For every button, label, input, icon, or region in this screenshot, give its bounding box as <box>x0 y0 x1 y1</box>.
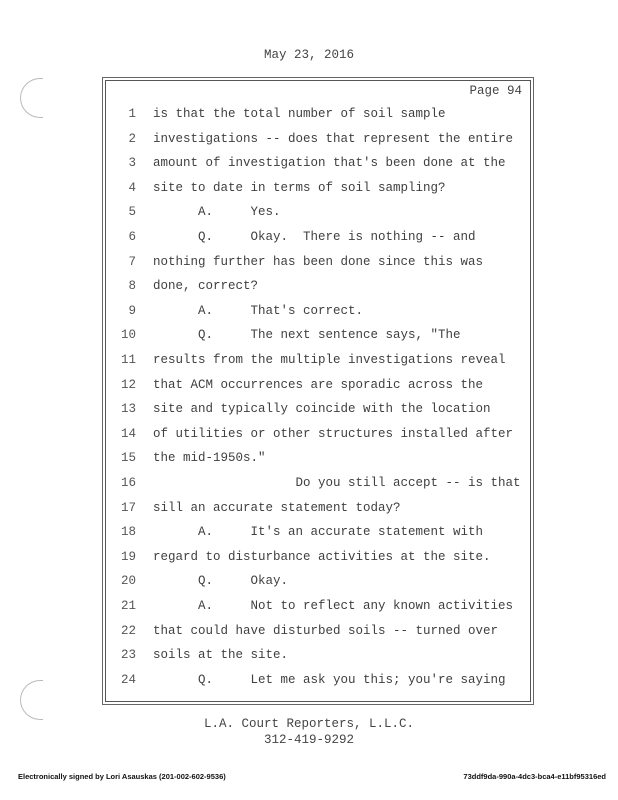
line-number: 21 <box>120 599 136 613</box>
line-text: of utilities or other structures installed after <box>153 426 514 441</box>
line-text: A. Yes. <box>153 205 281 220</box>
line-number: 13 <box>120 402 136 417</box>
hole-punch-mark <box>20 680 43 720</box>
line-text: soils at the site. <box>153 648 289 663</box>
transcript-line <box>106 279 530 304</box>
line-text: Q. Let me ask you this; you're saying <box>153 672 506 687</box>
transcript-date: May 23, 2016 <box>263 48 354 62</box>
line-number: 22 <box>120 623 136 638</box>
transcript-line <box>106 550 530 575</box>
line-text: Q. Okay. <box>153 574 289 589</box>
line-number: 7 <box>128 254 136 269</box>
line-text: site and typically coincide with the location <box>153 402 491 417</box>
line-number: 4 <box>128 180 136 195</box>
line-number: 9 <box>128 303 136 318</box>
line-text: Do you still accept -- is that <box>153 476 521 490</box>
line-number: 10 <box>120 328 136 343</box>
line-text: that ACM occurrences are sporadic across the <box>153 377 484 392</box>
page-footer <box>0 716 618 748</box>
line-text: amount of investigation that's been done at the <box>153 156 506 171</box>
transcript-line <box>106 427 530 452</box>
line-text: Q. Okay. There is nothing -- and <box>153 230 476 244</box>
transcript-line <box>106 205 530 230</box>
line-text: regard to disturbance activities at the site. <box>153 549 491 564</box>
transcript-line <box>106 107 530 132</box>
line-number: 16 <box>120 476 136 490</box>
line-text: site to date in terms of soil sampling? <box>153 180 446 195</box>
line-text: A. Not to reflect any known activities <box>153 599 514 613</box>
line-number: 23 <box>120 648 136 663</box>
transcript-line <box>106 451 530 476</box>
transcript-line <box>106 501 530 526</box>
line-text: is that the total number of soil sample <box>153 107 446 121</box>
line-number: 17 <box>120 500 136 515</box>
transcript-line <box>106 624 530 649</box>
line-number: 11 <box>120 353 136 367</box>
line-number: 12 <box>120 377 136 392</box>
transcript-line <box>106 525 530 550</box>
transcript-page <box>105 80 531 702</box>
hole-punch-mark <box>20 78 43 118</box>
line-text: A. That's correct. <box>153 303 364 318</box>
line-number: 15 <box>120 451 136 466</box>
transcript-line <box>106 476 530 501</box>
line-text: that could have disturbed soils -- turned over <box>153 623 499 638</box>
line-text: investigations -- does that represent the entire <box>153 131 514 146</box>
line-text: results from the multiple investigations reveal <box>153 353 506 367</box>
line-number: 20 <box>120 574 136 589</box>
line-text: sill an accurate statement today? <box>153 500 401 515</box>
transcript-line <box>106 132 530 157</box>
reporter-company: L.A. Court Reporters, L.L.C. <box>203 717 415 731</box>
transcript-line <box>106 255 530 280</box>
line-number: 8 <box>128 279 136 294</box>
transcript-line <box>106 673 530 698</box>
line-number: 18 <box>120 525 136 540</box>
line-number: 6 <box>128 230 136 244</box>
e-signature-note: Electronically signed by Lori Asauskas (201-002-602-9536) <box>18 772 226 781</box>
transcript-line <box>106 574 530 599</box>
page-number: Page 94 <box>469 84 522 98</box>
line-text: Q. The next sentence says, "The <box>153 328 461 343</box>
line-text: the mid-1950s." <box>153 451 266 466</box>
document-hash: 73ddf9da-990a-4dc3-bca4-e11bf95316ed <box>463 772 606 781</box>
line-number: 2 <box>128 131 136 146</box>
line-number: 1 <box>128 107 136 121</box>
line-number: 24 <box>120 672 136 687</box>
transcript-line <box>106 648 530 673</box>
line-text: done, correct? <box>153 279 259 294</box>
line-text: nothing further has been done since this was <box>153 254 484 269</box>
transcript-line <box>106 328 530 353</box>
line-number: 19 <box>120 549 136 564</box>
line-number: 3 <box>128 156 136 171</box>
transcript-line <box>106 353 530 378</box>
transcript-line <box>106 378 530 403</box>
transcript-line <box>106 599 530 624</box>
reporter-phone: 312-419-9292 <box>263 733 354 747</box>
transcript-line <box>106 230 530 255</box>
transcript-line <box>106 304 530 329</box>
line-number: 14 <box>120 426 136 441</box>
transcript-line <box>106 402 530 427</box>
transcript-line <box>106 156 530 181</box>
line-text: A. It's an accurate statement with <box>153 525 484 540</box>
line-number: 5 <box>128 205 136 220</box>
transcript-line <box>106 181 530 206</box>
